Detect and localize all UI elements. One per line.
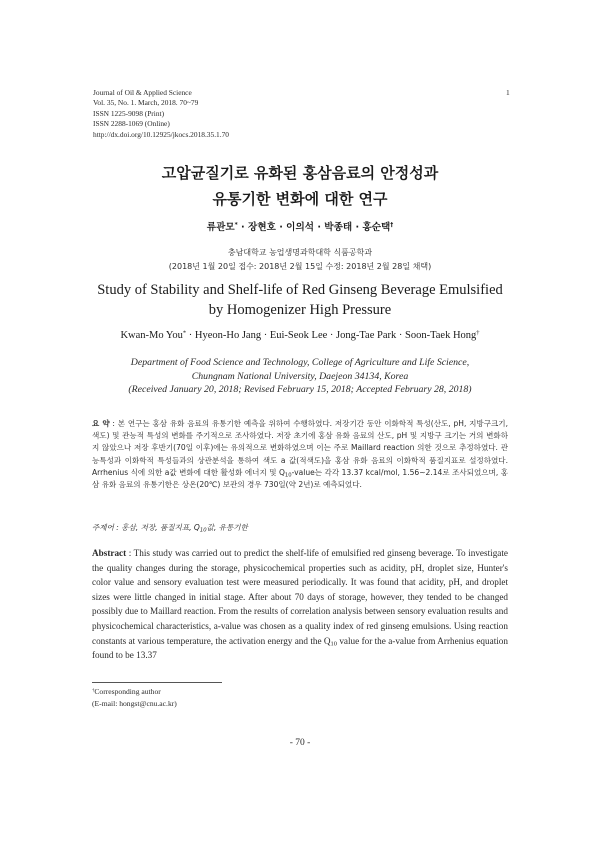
- korean-author-separator: ·: [237, 222, 249, 233]
- korean-abstract-text: : 본 연구는 홍삼 유화 음료의 유통기한 예측을 위하여 수행하였다. 저장기간 동안 이화학적 특성(산도, pH, 지방구크기, 색도) 및 관능적 특성의 변화를 주기적으로 조사하였다. 저장 초기에 홍삼 유화 음료의 산도, pH 및 지방구 크기는 거의 변화하지 않았으나 저장 후반기(70일 이후)에는 유의적으로 변화하였으며 이는 주로 Maillard reaction 의한 것으로 추정하였다. 관능특성과 이화학적 특성들과의 상관분석을 통하여 색도 a 값(적색도)을 홍삼 유화 음료의 이화학적 품질지표로 설정하였다. Arrhenius 식에 의한 a값 변화에 대한 활성화 에너지 및 Q: [92, 419, 508, 477]
- subscript: 10: [330, 640, 337, 648]
- korean-dates: (2018년 1월 20일 접수: 2018년 2월 15일 수정: 2018년 2월 28일 채택): [168, 262, 432, 271]
- page-number: - 70 -: [289, 738, 311, 748]
- corresponding-mark: †: [92, 688, 95, 694]
- doi-link[interactable]: http://dx.doi.org/10.12925/jkocs.2018.35.1.70: [93, 129, 229, 139]
- english-author-1: Kwan-Mo You: [120, 330, 183, 341]
- issn-print: ISSN 1225-9098 (Print): [93, 108, 165, 118]
- korean-title-line-1: 고압균질기로 유화된 홍삼음료의 안정성과: [161, 164, 439, 182]
- journal-header: [93, 88, 229, 140]
- footnote-email: (E-mail: hongst@cnu.ac.kr): [92, 699, 177, 708]
- english-authors: [0, 330, 600, 341]
- english-title: [0, 280, 600, 320]
- page-marker: 1: [506, 88, 510, 97]
- english-abstract-text-end: value for the a-value from Arrhenius equation found to be 13.37: [92, 635, 508, 661]
- english-title-line-1: Study of Stability and Shelf-life of Red Ginseng Beverage Emulsified: [97, 282, 503, 298]
- journal-name: Journal of Oil & Applied Science: [93, 88, 192, 97]
- footnote-corresponding-label: Corresponding author: [94, 687, 161, 696]
- subscript: 10: [199, 527, 207, 534]
- korean-abstract: [92, 418, 508, 491]
- korean-author-1: 류관모: [206, 222, 235, 233]
- english-abstract: [92, 546, 508, 663]
- english-affiliation-line-2: Chungnam National University, Daejeon 34134, Korea: [191, 370, 409, 382]
- korean-affiliation: [0, 246, 600, 274]
- korean-affiliation-line-1: 충남대학교 농업생명과학대학 식품공학과: [227, 248, 373, 257]
- footnote: [92, 686, 177, 710]
- issn-online: ISSN 2288-1069 (Online): [93, 119, 170, 129]
- subscript: 10: [284, 472, 292, 479]
- english-affiliation-line-1: Department of Food Science and Technology, College of Agriculture and Life Science,: [130, 357, 470, 368]
- author-mark: *: [234, 221, 238, 229]
- korean-keywords-text: 주제어 : 홍삼, 저장, 품질지표, Q: [92, 523, 200, 532]
- english-title-line-2: by Homogenizer High Pressure: [208, 302, 392, 318]
- author-mark: *: [182, 329, 187, 337]
- footnote-line-1: [92, 686, 177, 698]
- korean-title: [0, 160, 600, 212]
- english-dates: (Received January 20, 2018; Revised February 15, 2018; Accepted February 28, 2018): [128, 384, 472, 395]
- korean-authors: [0, 219, 600, 233]
- korean-abstract-heading: 요 약: [92, 419, 110, 428]
- english-affiliation: [0, 356, 600, 397]
- korean-title-line-2: 유통기한 변화에 대한 연구: [212, 190, 388, 208]
- footnote-divider: [92, 682, 222, 683]
- korean-keywords: [92, 522, 248, 533]
- corresponding-mark: †: [390, 221, 394, 229]
- korean-abstract-text-end: -value는 각각 13.37 kcal/mol, 1.56~2.14로 조사되었으며, 홍삼 유화 음료의 유통기한은 상온(20℃) 보관의 경우 730일(약 2년)로 예측되었다.: [92, 467, 508, 490]
- corresponding-mark: †: [476, 329, 480, 337]
- english-author-rest: · Hyeon-Ho Jang · Eui-Seok Lee · Jong-Tae Park · Soon-Taek Hong: [186, 330, 477, 341]
- english-abstract-text: : This study was carried out to predict the shelf-life of emulsified red ginseng beverage. To investigate the quality changes during the storage, physicochemical properties such as acidity, pH, droplet size, Hunter's color value and sensory evaluation test were measured periodically. It was found that acidity, pH, and droplet sizes were little changed in initial stage. After about 70 days of storage, however, they tended to be changed possibly due to Maillard reaction. From the results of correlation analysis between sensory evaluation results and physicochemical characteristics, a-value was chosen as a quality index of red ginseng emulsions. Using reaction constants at various temperature, the activation energy and the Q: [92, 548, 508, 646]
- korean-keywords-text-end: 값, 유통기한: [206, 523, 248, 532]
- journal-volume: Vol. 35, No. 1. March, 2018. 70~79: [93, 98, 199, 108]
- english-abstract-heading: Abstract: [92, 548, 127, 558]
- korean-author-rest: 장현호 · 이의석 · 박종태 · 홍순택: [248, 222, 391, 233]
